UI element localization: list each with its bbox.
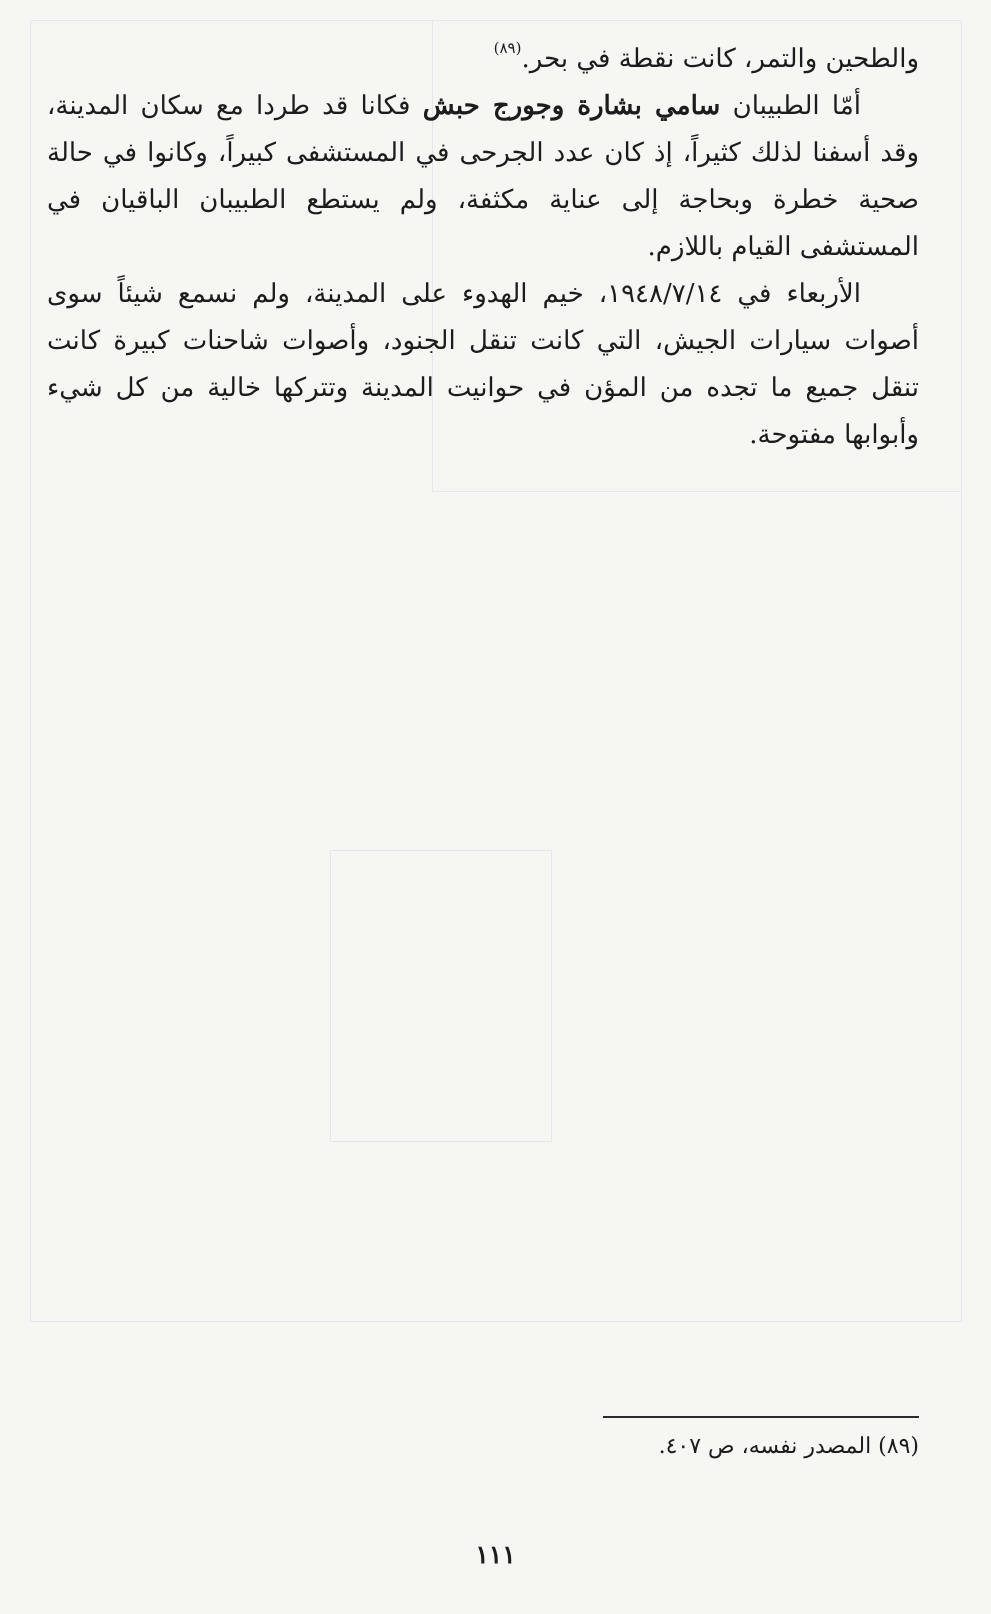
paragraph xyxy=(47,36,919,83)
footnote: (٨٩) المصدر نفسه، ص ٤٠٧. xyxy=(658,1434,919,1459)
footnote-rule xyxy=(603,1416,919,1418)
paragraph xyxy=(47,83,919,271)
paragraph-text: الأربعاء في ١٩٤٨/٧/١٤، خيم الهدوء على المدينة، ولم نسمع شيئاً سوى أصوات سيارات الجيش، التي كانت تنقل الجنود، وأصوات شاحنات كبيرة كانت تنقل جميع ما تجده من المؤن في حوانيت المدينة وتتركها خالية من كل شيء وأبوابها مفتوحة. xyxy=(47,279,919,450)
paragraph-text: والطحين والتمر، كانت نقطة في بحر. xyxy=(521,44,919,74)
body-text xyxy=(47,36,919,459)
show-through-box xyxy=(330,850,552,1142)
paragraph-text: أمّا الطبيبان xyxy=(732,91,861,121)
footnote-reference: (٨٩) xyxy=(493,39,522,57)
paragraph-text: فكانا قد طردا مع سكان المدينة، وقد أسفنا لذلك كثيراً، إذ كان عدد الجرحى في المستشفى كبيراً، وكانوا في حالة صحية خطرة وبحاجة إلى عناية مكثفة، ولم يستطع الطبيبان الباقيان في المستشفى القيام باللازم. xyxy=(47,91,920,262)
paragraph xyxy=(47,271,919,459)
page-number: ١١١ xyxy=(475,1540,516,1569)
bold-names: سامي بشارة وجورج حبش xyxy=(422,91,721,121)
